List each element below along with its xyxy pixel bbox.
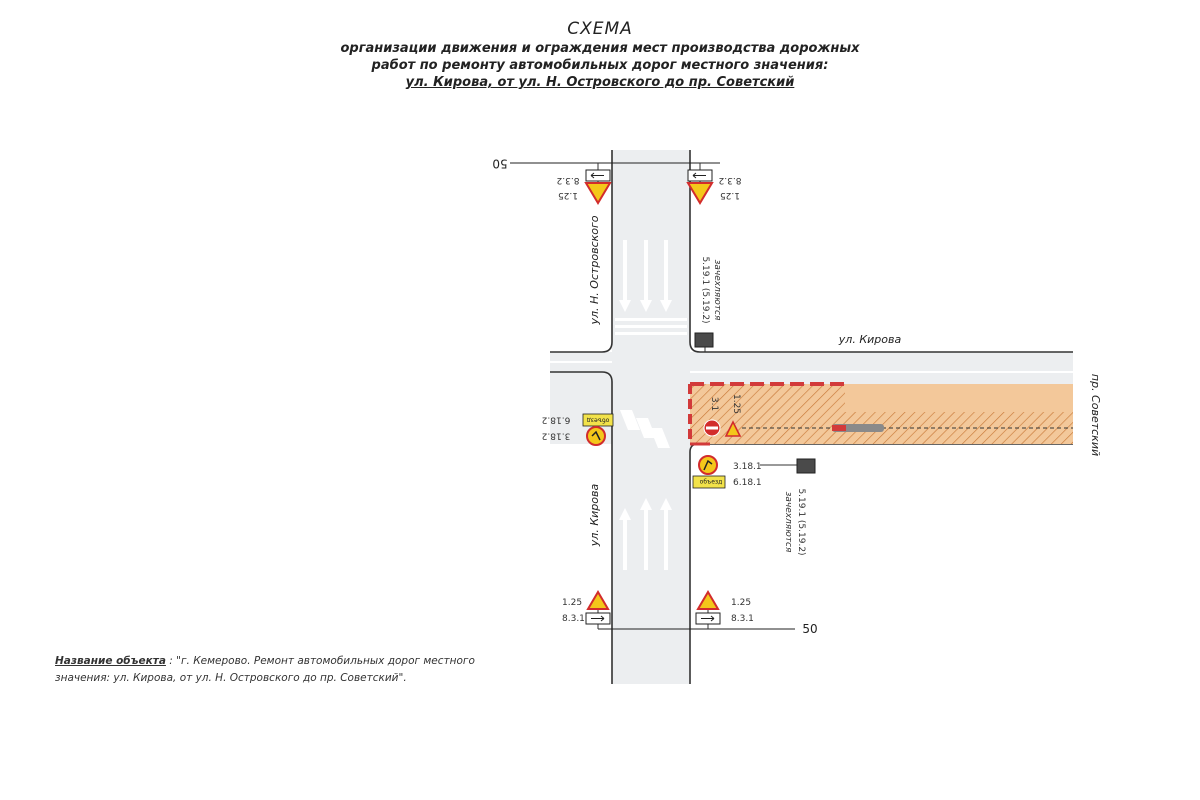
sign-label-bottom-right-a: 1.25 [731, 598, 752, 608]
sign-group-covered-bottom [783, 459, 815, 556]
turn-left-restriction-icon [587, 427, 605, 445]
distance-bottom: 50 [802, 622, 818, 636]
diagram-subtitle-line-3: ул. Кирова, от ул. Н. Островского до пр. Советский [405, 75, 795, 90]
covered-top-note: зачехляются [712, 259, 722, 321]
object-note-text: "г. Кемерово. Ремонт автомобильных дорог местного значения: ул. Кирова, от ул. Н. Островского до пр. Советский". [55, 655, 475, 684]
sign-label-mid-left-b: 3.18.2 [541, 430, 571, 441]
sign-group-bottom-left [562, 592, 610, 624]
sign-label-work-a: 3.1 [709, 396, 719, 412]
object-note [55, 653, 515, 687]
street-label-kirova-east: ул. Кирова [838, 333, 902, 346]
detour-plate-text: объезд [699, 478, 723, 486]
sign-label-bottom-right-b: 8.3.1 [731, 614, 754, 624]
diagram-title: СХЕМА [567, 19, 633, 39]
detour-plate-text: объезд [586, 416, 610, 424]
sign-group-top-right [688, 170, 741, 203]
sign-group-bottom-right [696, 592, 754, 624]
sign-group-covered-top [695, 256, 722, 347]
sign-group-mid-right [693, 456, 762, 488]
sign-label-mid-left-a: 6.18.2 [541, 414, 571, 425]
covered-sign-icon [797, 459, 815, 473]
street-label-kirova-south: ул. Кирова [588, 483, 601, 547]
sign-group-top-left [557, 170, 610, 203]
covered-bottom-code: 5.19.1 (5.19.2) [796, 488, 806, 556]
covered-top-code: 5.19.1 (5.19.2) [700, 256, 710, 324]
turn-right-restriction-icon [699, 456, 717, 474]
roadworks-warning-icon [586, 183, 610, 203]
road-edge-ne [690, 150, 1073, 352]
covered-bottom-note: зачехляются [783, 491, 793, 553]
street-label-ostrovskogo: ул. Н. Островского [588, 215, 601, 325]
sign-label-top-left-b: 1.25 [557, 190, 579, 200]
work-zone-fill [845, 384, 1073, 412]
roadworks-warning-icon [588, 592, 608, 609]
sign-label-mid-right-a: 3.18.1 [733, 462, 762, 472]
sign-label-top-right-b: 1.25 [719, 190, 741, 200]
covered-sign-icon [695, 333, 713, 347]
object-note-label: Название объекта [55, 655, 166, 667]
diagram-subtitle-line-2: работ по ремонту автомобильных дорог местного значения: [371, 58, 829, 73]
diagram-subtitle-line-1: организации движения и ограждения мест производства дорожных [340, 41, 860, 56]
sign-label-top-left-a: 8.3.2 [556, 175, 580, 185]
sign-label-top-right-a: 8.3.2 [718, 175, 742, 185]
distance-top: 50 [492, 156, 508, 171]
sign-label-bottom-left-a: 1.25 [562, 598, 583, 608]
sign-label-mid-right-b: 6.18.1 [733, 478, 762, 488]
sign-label-bottom-left-b: 8.3.1 [562, 614, 585, 624]
roadworks-warning-icon [698, 592, 718, 609]
street-label-sovetsky: пр. Советский [1089, 373, 1102, 457]
work-zone [690, 384, 1073, 444]
sign-label-work-b: 1.25 [731, 393, 741, 415]
object-note-separator: : [165, 655, 177, 667]
roadworks-warning-icon [688, 183, 712, 203]
